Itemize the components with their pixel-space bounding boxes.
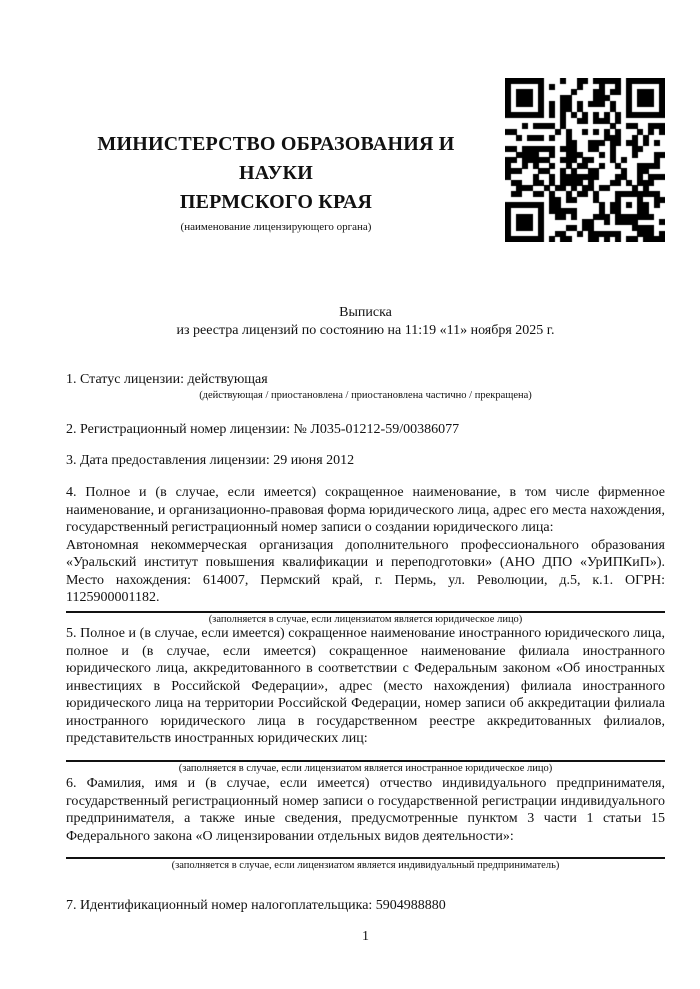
section-legal-entity <box>66 484 665 626</box>
license-grant-date-text: 3. Дата предоставления лицензии: 29 июня 2012 <box>66 453 355 468</box>
section-license-status <box>66 371 665 402</box>
licensing-authority-header <box>64 130 488 234</box>
taxpayer-id-text: 7. Идентификационный номер налогоплательщика: 5904988880 <box>66 898 446 913</box>
legal-entity-label: 4. Полное и (в случае, если имеется) сокращенное наименование, в том числе фирменное наименование, и организационно-правовая форма юридического лица, адрес его места нахождения, государственный регистрационный номер записи о создании юридического лица: <box>66 485 665 535</box>
foreign-entity-label: 5. Полное и (в случае, если имеется) сокращенное наименование иностранного юридического лица, полное и (в случае, если имеется) сокращенное наименование филиала иностранного юридического лица, аккредитованного в соответствии с Федеральным законом «Об иностранных инвестициях в Российской Федерации», адрес (место нахождения) филиала иностранного юридического лица на территории Российской Федерации, номер записи об аккредитации филиала иностранного юридического лица в государственном реестре аккредитованных филиалов, представительств иностранных юридических лиц: <box>66 626 665 746</box>
section-license-grant-date <box>66 452 665 470</box>
page-number: 1 <box>362 929 369 944</box>
section-foreign-entity <box>66 625 665 775</box>
document-title <box>66 304 665 339</box>
foreign-entity-caption: (заполняется в случае, если лицензиатом является иностранное юридическое лицо) <box>178 762 553 774</box>
document-title-line1: Выписка <box>339 305 392 320</box>
qr-code <box>505 78 665 242</box>
document-title-line2: из реестра лицензий по состоянию на 11:19 «11» ноября 2025 г. <box>176 322 555 338</box>
authority-name-line2: ПЕРМСКОГО КРАЯ <box>179 191 373 213</box>
authority-name-line1: МИНИСТЕРСТВО ОБРАЗОВАНИЯ И НАУКИ <box>97 133 455 184</box>
registration-number-text: 2. Регистрационный номер лицензии: № Л035-01212-59/00386077 <box>66 422 460 437</box>
legal-entity-caption: (заполняется в случае, если лицензиатом является юридическое лицо) <box>208 613 523 625</box>
license-status-text: 1. Статус лицензии: действующая <box>66 372 268 387</box>
section-registration-number <box>66 421 665 439</box>
legal-entity-value: Автономная некоммерческая организация дополнительного профессионального образования «Уральский институт повышения квалификации и переподготовки» (АНО ДПО «УрИПКиП»). Место нахождения: 614007, Пермский край, г. Пермь, ул. Революции, д.5, к.1. ОГРН: 1125900001182. <box>66 537 665 605</box>
individual-entrepreneur-label: 6. Фамилия, имя и (в случае, если имеется) отчество индивидуального предпринимателя, государственный регистрационный номер записи о государственной регистрации индивидуального предпринимателя, а также иные сведения, предусмотренные пунктом 3 части 1 статьи 15 Федерального закона «О лицензировании отдельных видов деятельности»: <box>66 776 665 844</box>
section-taxpayer-id <box>66 897 665 915</box>
individual-entrepreneur-caption: (заполняется в случае, если лицензиатом является индивидуальный предприниматель) <box>171 860 560 871</box>
license-status-caption: (действующая / приостановлена / приостановлена частично / прекращена) <box>199 389 532 401</box>
authority-name-caption: (наименование лицензирующего органа) <box>180 221 372 233</box>
section-individual-entrepreneur <box>66 775 665 872</box>
